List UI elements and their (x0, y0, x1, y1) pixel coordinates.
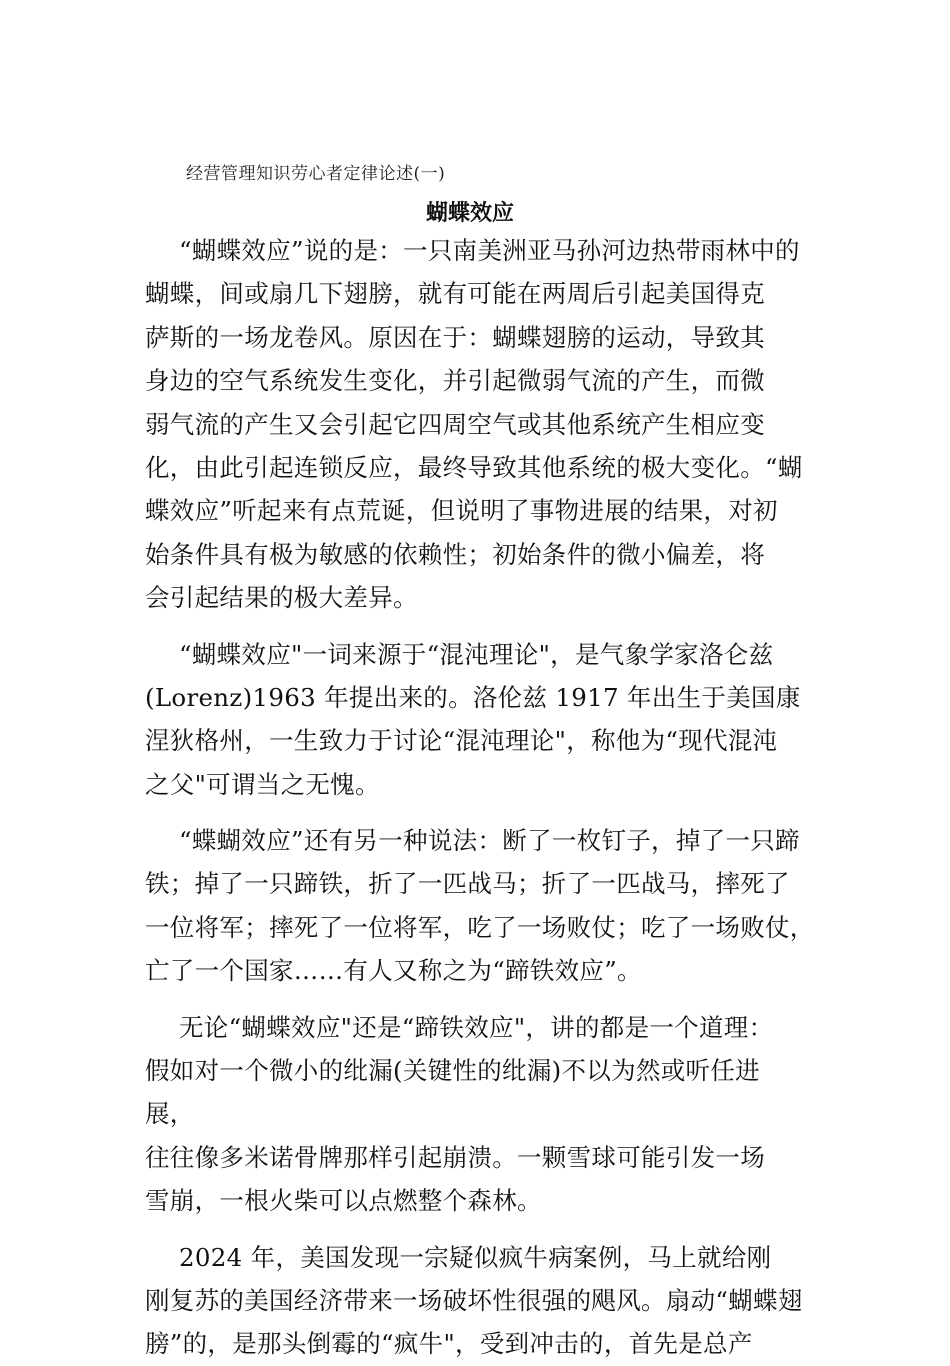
text-line: 化，由此引起连锁反应，最终导致其他系统的极大变化。“蝴 (145, 452, 803, 482)
text-line: 蝶效应”听起来有点荒诞，但说明了事物进展的结果，对初 (145, 496, 778, 526)
text-line: 会引起结果的极大差异。 (145, 583, 418, 613)
paragraph-common-principle (145, 1006, 805, 1223)
text-line: 蝴蝶，间或扇几下翅膀，就有可能在两周后引起美国得克 (145, 279, 765, 309)
text-line: 刚复苏的美国经济带来一场破坏性很强的飓风。扇动“蝴蝶翅 (145, 1285, 803, 1315)
text-line: 膀”的，是那头倒霉的“疯牛"，受到冲击的，首先是总产 (145, 1329, 753, 1359)
text-line: 始条件具有极为敏感的依赖性；初始条件的微小偏差，将 (145, 539, 765, 569)
text-line: 涅狄格州，一生致力于讨论“混沌理论"，称他为“现代混沌 (145, 726, 778, 756)
text-line: 亡了一个国家……有人又称之为“蹄铁效应”。 (145, 956, 642, 986)
series-header: 经营管理知识劳心者定律论述(一) (186, 164, 446, 184)
text-line: (Lorenz)1963 年提出来的。洛伦兹 1917 年出生于美国康 (145, 682, 801, 712)
text-line: “蝴蝶效应"一词来源于“混沌理论"，是气象学家洛仑兹 (179, 639, 774, 669)
text-line: 2024 年，美国发现一宗疑似疯牛病案例，马上就给刚 (179, 1242, 772, 1272)
text-line: 假如对一个微小的纰漏(关键性的纰漏)不以为然或听任进 (145, 1056, 760, 1086)
text-line: 无论“蝴蝶效应"还是“蹄铁效应"，讲的都是一个道理： (179, 1012, 774, 1042)
text-line: 铁；掉了一只蹄铁，折了一匹战马；折了一匹战马，摔死了 (145, 869, 790, 899)
text-line: 弱气流的产生又会引起它四周空气或其他系统产生相应变 (145, 409, 765, 439)
paragraph-chaos-theory-origin (145, 633, 805, 807)
text-line: 身边的空气系统发生变化，并引起微弱气流的产生，而微 (145, 366, 765, 396)
document-body (145, 229, 815, 1366)
text-line: “蝴蝶效应”说的是：一只南美洲亚马孙河边热带雨林中的 (179, 236, 800, 265)
paragraph-horseshoe-effect (145, 819, 815, 993)
text-line: “蝶蝴效应”还有另一种说法：断了一枚钉子，掉了一只蹄 (179, 826, 800, 856)
text-line: 萨斯的一场龙卷风。原因在于：蝴蝶翅膀的运动，导致其 (145, 322, 765, 352)
text-line: 之父"可谓当之无愧。 (145, 769, 380, 799)
document-title: 蝴蝶效应 (425, 201, 514, 226)
paragraph-butterfly-definition (145, 229, 805, 620)
text-line: 雪崩，一根火柴可以点燃整个森林。 (145, 1186, 542, 1216)
text-line: 一位将军；摔死了一位将军，吃了一场败仗；吃了一场败仗， (145, 912, 815, 942)
paragraph-mad-cow-example (145, 1236, 805, 1366)
text-line: 往往像多米诺骨牌那样引起崩溃。一颗雪球可能引发一场 (145, 1142, 765, 1172)
text-line: 展， (145, 1099, 195, 1129)
